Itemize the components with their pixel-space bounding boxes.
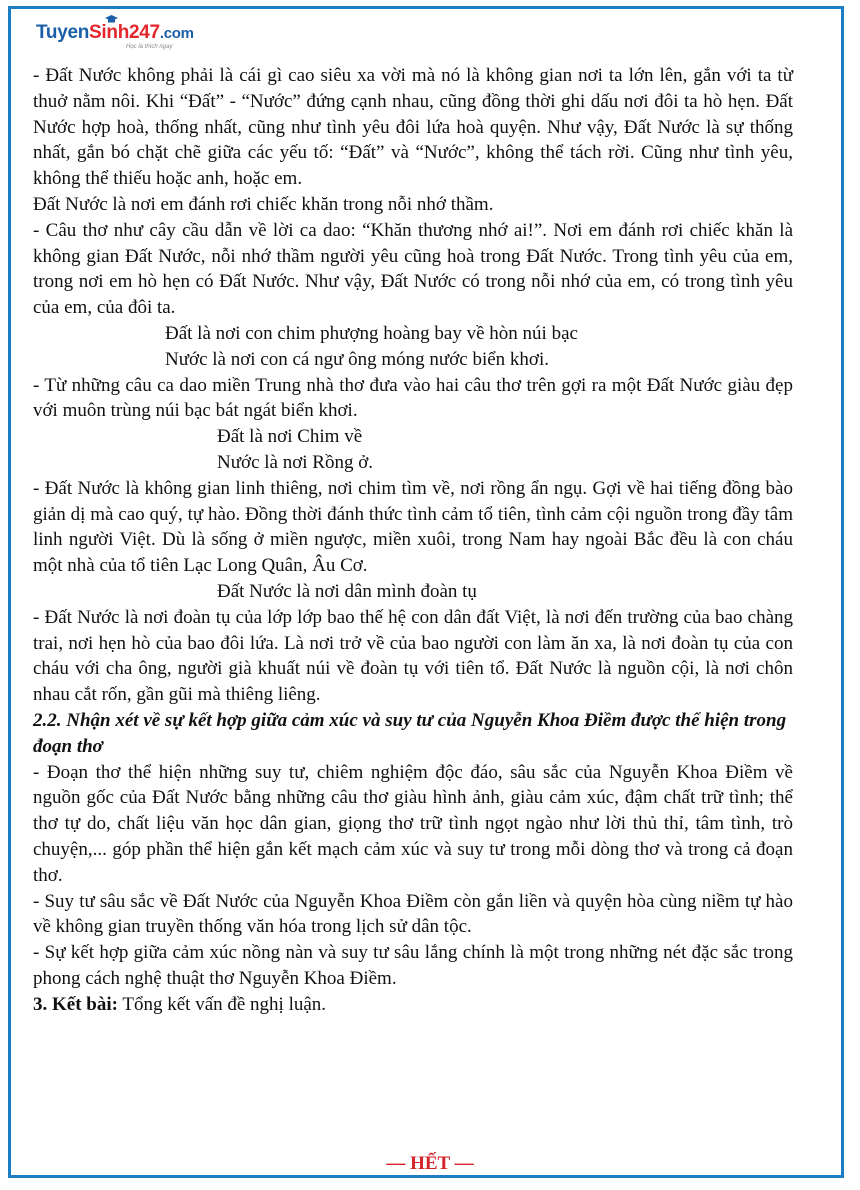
paragraph-9: - Sự kết hợp giữa cảm xúc nồng nàn và suy tư sâu lắng chính là một trong những nét đặc sắc trong phong cách nghệ thuật thơ Nguyễn Khoa Điềm.	[33, 942, 793, 989]
end-mark: — HẾT —	[386, 1153, 474, 1174]
logo-tagline: Học là thích ngay	[126, 44, 173, 50]
paragraph-3: - Câu thơ như cây cầu dẫn về lời ca dao: “Khăn thương nhớ ai!”. Nơi em đánh rơi chiếc khăn là không gian Đất Nước, nỗi nhớ thầm người yêu cũng hoà trong Đất Nước. Trong tình yêu của em, trong nơi em hò hẹn có Đất Nước. Như vậy, Đất Nước có trong nỗi nhớ của em, có trong tình yêu của em, của đôi ta.	[33, 219, 793, 319]
conclusion-text: Tổng kết vấn đề nghị luận.	[117, 993, 327, 1015]
logo-text-sinh: Sinh	[89, 22, 130, 43]
paragraph-8: - Suy tư sâu sắc về Đất Nước của Nguyễn Khoa Điềm còn gắn liền và quyện hòa cùng niềm tự hào về không gian truyền thống văn hóa trong lịch sử dân tộc.	[33, 890, 793, 938]
site-logo[interactable]	[36, 22, 194, 52]
paragraph-5: - Đất Nước là không gian linh thiêng, nơi chim tìm về, nơi rồng ẩn ngụ. Gợi về hai tiếng đồng bào giản dị mà cao quý, tự hào. Đồng thời đánh thức tình cảm tổ tiên, tình cảm cội nguồn trong đầy tâm linh người Việt. Dù là sống ở miền ngược, miền xuôi, trong Nam hay ngoài Bắc đều là con cháu một nhà của tổ tiên Lạc Long Quân, Âu Cơ.	[33, 477, 793, 577]
paragraph-7: - Đoạn thơ thể hiện những suy tư, chiêm nghiệm độc đáo, sâu sắc của Nguyễn Khoa Điềm về nguồn gốc của Đất Nước bằng những câu thơ giàu hình ảnh, giàu cảm xúc, đậm chất trữ tình; thể thơ tự do, chất liệu văn học dân gian, giọng thơ trữ tình ngọt ngào như lời thủ thỉ, tâm tình, trò chuyện,... góp phần thể hiện gắn kết mạch cảm xúc và suy tư trong mỗi dòng thơ và trong cả đoạn thơ.	[33, 761, 793, 886]
logo-text-com: .com	[159, 25, 194, 42]
section-heading-2-2: 2.2. Nhận xét về sự kết hợp giữa cảm xúc và suy tư của Nguyễn Khoa Điềm được thể hiện trong đoạn thơ	[33, 709, 787, 757]
poem-3-line-1: Đất Nước là nơi dân mình đoàn tụ	[217, 580, 477, 602]
conclusion-label: 3. Kết bài:	[33, 993, 118, 1015]
logo-text-tuyen: Tuyen	[36, 22, 90, 43]
logo-wordmark	[36, 22, 194, 43]
paragraph-6: - Đất Nước là nơi đoàn tụ của lớp lớp bao thế hệ con dân đất Việt, là nơi đến trường của bao chàng trai, nơi hẹn hò của bao đôi lứa. Là nơi trở về của bao người con làm ăn xa, là nơi đoàn tụ của con cháu với cha ông, người già khuất núi về đoàn tụ với tiên tổ. Đất Nước là nguồn cội, là nơi chôn nhau cắt rốn, gần gũi mà thiêng liêng.	[33, 606, 793, 706]
paragraph-4: - Từ những câu ca dao miền Trung nhà thơ đưa vào hai câu thơ trên gợi ra một Đất Nước giàu đẹp với muôn trùng núi bạc bát ngát biển khơi.	[33, 374, 793, 422]
paragraph-2: Đất Nước là nơi em đánh rơi chiếc khăn trong nỗi nhớ thầm.	[33, 193, 494, 215]
poem-2-line-1: Đất là nơi Chim về	[217, 426, 363, 448]
document-body	[33, 63, 793, 1017]
poem-2-line-2: Nước là nơi Rồng ở.	[217, 451, 374, 473]
poem-1-line-1: Đất là nơi con chim phượng hoàng bay về hòn núi bạc	[165, 322, 578, 344]
paragraph-1: - Đất Nước không phải là cái gì cao siêu xa vời mà nó là không gian nơi ta lớn lên, gắn với ta từ thuở nằm nôi. Khi “Đất” - “Nước” đứng cạnh nhau, cũng đồng thời ghi dấu nơi đôi ta hò hẹn. Đất Nước hợp hoà, thống nhất, cũng như tình yêu đôi lứa hoà quyện. Như vậy, Đất Nước là sự thống nhất, gắn bó chặt chẽ giữa các yếu tố: “Đất” và “Nước”, không thể tách rời. Cũng như tình yêu, không thể thiếu hoặc anh, hoặc em.	[33, 65, 793, 190]
poem-1-line-2: Nước là nơi con cá ngư ông móng nước biển khơi.	[165, 348, 549, 370]
logo-text-247: 247	[129, 22, 160, 43]
conclusion	[33, 992, 793, 1018]
graduation-cap-icon	[105, 15, 118, 24]
